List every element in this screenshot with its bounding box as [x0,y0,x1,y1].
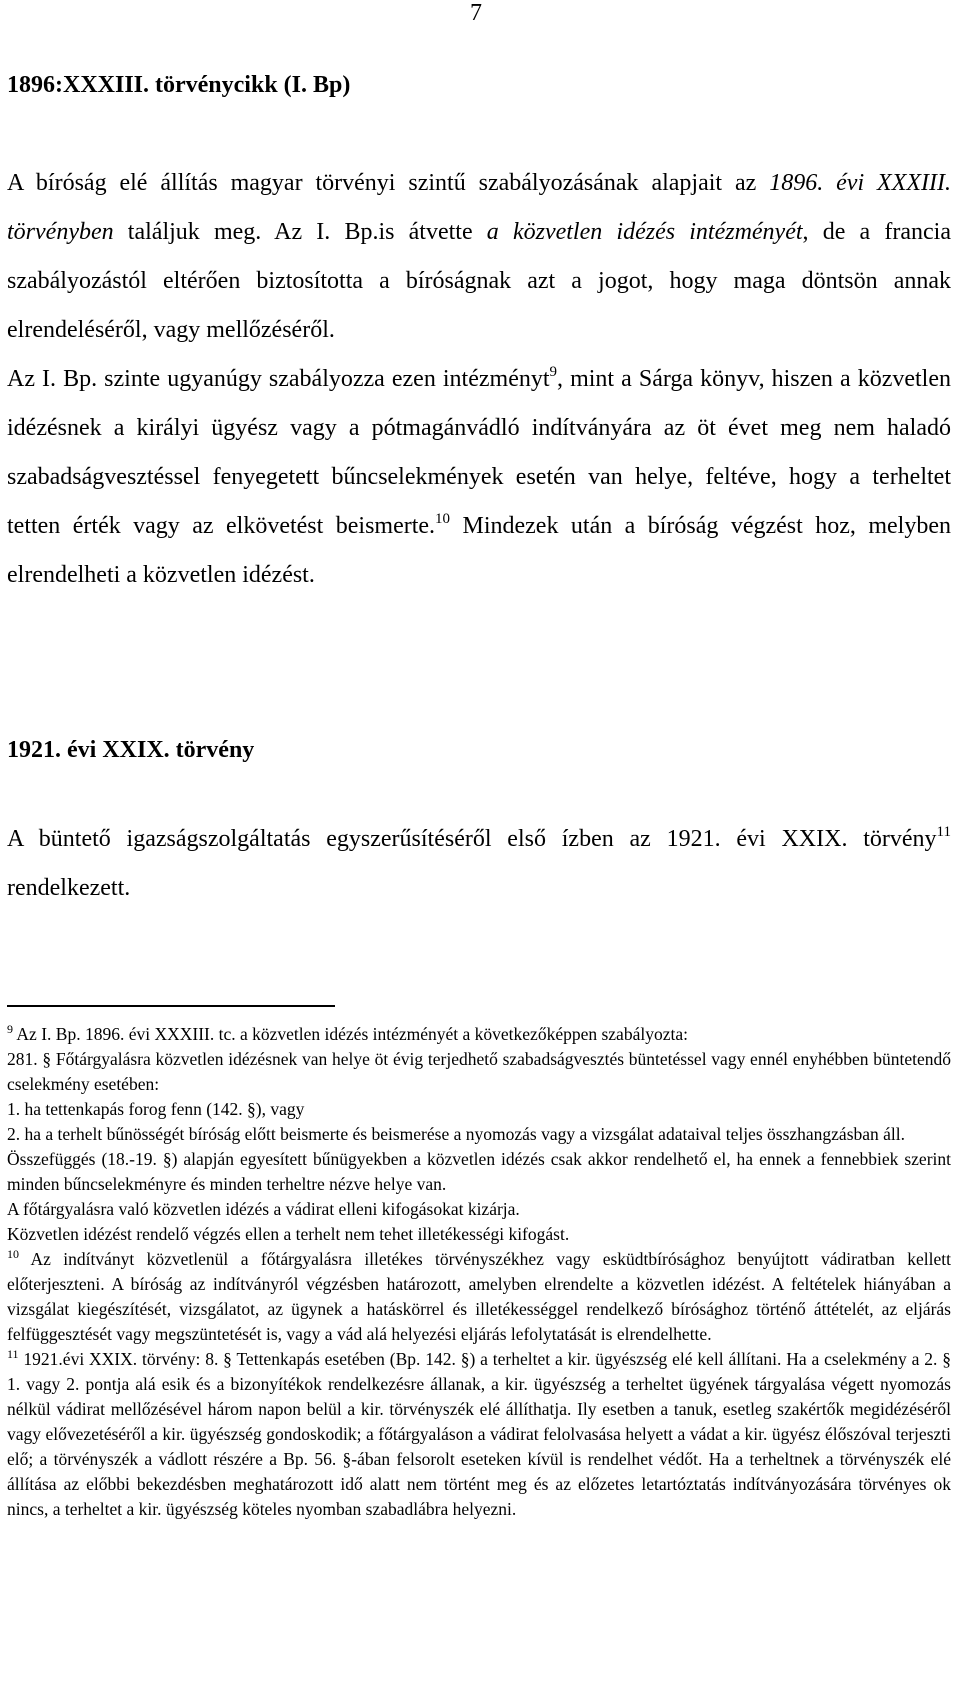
footnotes [7,1022,951,1522]
footnote-text: A főtárgyalásra való közvetlen idézés a vádirat elleni kifogásokat kizárja. [7,1199,520,1219]
footnote-text: 1. ha tettenkapás forog fenn (142. §), vagy [7,1099,305,1119]
footnote-text: Közvetlen idézést rendelő végzés ellen a terhelt nem tehet illetékességi kifogást. [7,1224,570,1244]
footnote-11: $^{11}$ 1921.évi XXIX. törvény: 8. § Tettenkapás esetében (Bp. 142. §) a terheltet a kir. ügyészség elé kell állítani. Ha a cselekmény a 2. § 1. vagy 2. pontja alá esik és a bizonyítékok rendelkezésre állanak, a kir. ügyészség a terheltet ügyének tárgyalása végett nyomozás nélkül vádirat mellőzésével három napon belül a kir. törvényszék elé állíthatja. Ily esetben a tanuk, esetleg szakértők megidézéséről vagy elővezetéséről a kir. ügyészség gondoskodik; a főtárgyaláson a vádirat felolvasása helyett a vádat a kir. ügyész élőszóval terjeszti elő; a törvényszék a vádlott részére a Bp. 56. §-ában felsorolt eseteken kívül is rendelhet védőt. Ha a terheltnek a törvényszék elé állítása az előbbi bekezdésben meghatározott idő alatt nem történt meg és az előzetes letartóztatás indítványozására törvényes ok nincs, a terheltet a kir. ügyészség köteles nyomban szabadlábra helyezni. [7,1347,951,1519]
footnote-text: 2. ha a terhelt bűnösségét bíróság előtt beismerte és beismerése a nyomozás vagy a vizsgálat adataival teljes összhangzásban áll. [7,1124,906,1144]
paragraph-1921-law: A büntető igazságszolgáltatás egyszerűsítéséről első ízben az 1921. évi XXIX. törvény$^{11}$ rendelkezett. [7,824,951,901]
footnote-text: Összefüggés (18.-19. §) alapján egyesített bűnügyekben a közvetlen idézés csak akkor rendelhető el, ha ennek a fennebbiek szerint minden bűncselekményre és minden terheltre nézve helye van. [7,1149,951,1194]
paragraph-1896-regulation: A bíróság elé állítás magyar törvényi szintű szabályozásának alapjait az 1896. évi XXXIII. törvényben találjuk meg. Az I. Bp.is átvette a közvetlen idézés intézményét, de a francia szabályozástól eltérően biztosította a bíróságnak azt a jogot, hogy maga döntsön annak elrendeléséről, vagy mellőzéséről. Az I. Bp. szinte ugyanúgy szabályozza ezen intézményt$^9$, mint a Sárga könyv, hiszen a közvetlen idézésnek a királyi ügyész vagy a pótmagánvádló indítványára az öt évet meg nem haladó szabadságvesztéssel fenyegetett bűncselekmények esetén van helye, feltéve, hogy a terheltet tetten érték vagy az elkövetést beismerte.$^{10}$ Mindezek után a bíróság végzést hoz, melyben elrendelheti a közvetlen idézést. [7,170,951,588]
footnote-ref-10: 10 [435,511,451,527]
footnote-10: $^{10}$ Az indítványt közvetlenül a főtárgyalásra illetékes törvényszékhez vagy esküdtbírósághoz benyújtott vádiratban kellett előterjeszteni. A bíróság az indítványról végzésben határozott, amelyben elrendelte a közvetlen idézést. A feltételek hiányában a vizsgálat kiegészítését, vizsgálatot, az ügynek a hatáskörrel és illetékességgel rendelkező bírósághoz történő áttételét, az eljárás felfüggesztését vagy megszüntetését is, vagy a vád alá helyezési eljárás lefolytatását is elrendelhette. [7,1247,951,1344]
section-heading-1921: 1921. évi XXIX. törvény [7,737,255,763]
footnote-ref-11: 11 [936,824,951,840]
footnote-text: 281. § Főtárgyalásra közvetlen idézésnek van helye öt évig terjedhető szabadságvesztés büntetéssel vagy ennél enyhébben büntetendő cselekmény esetében: [7,1049,951,1094]
footnote-ref-9: 9 [549,364,558,380]
footnote-9: $^9$ Az I. Bp. 1896. évi XXXIII. tc. a közvetlen idézés intézményét a következőképpen szabályozta: [7,1022,688,1044]
page-number: 7 [470,0,482,26]
footnote-separator [7,1005,335,1007]
section-heading-1896: 1896:XXXIII. törvénycikk (I. Bp) [7,72,351,98]
